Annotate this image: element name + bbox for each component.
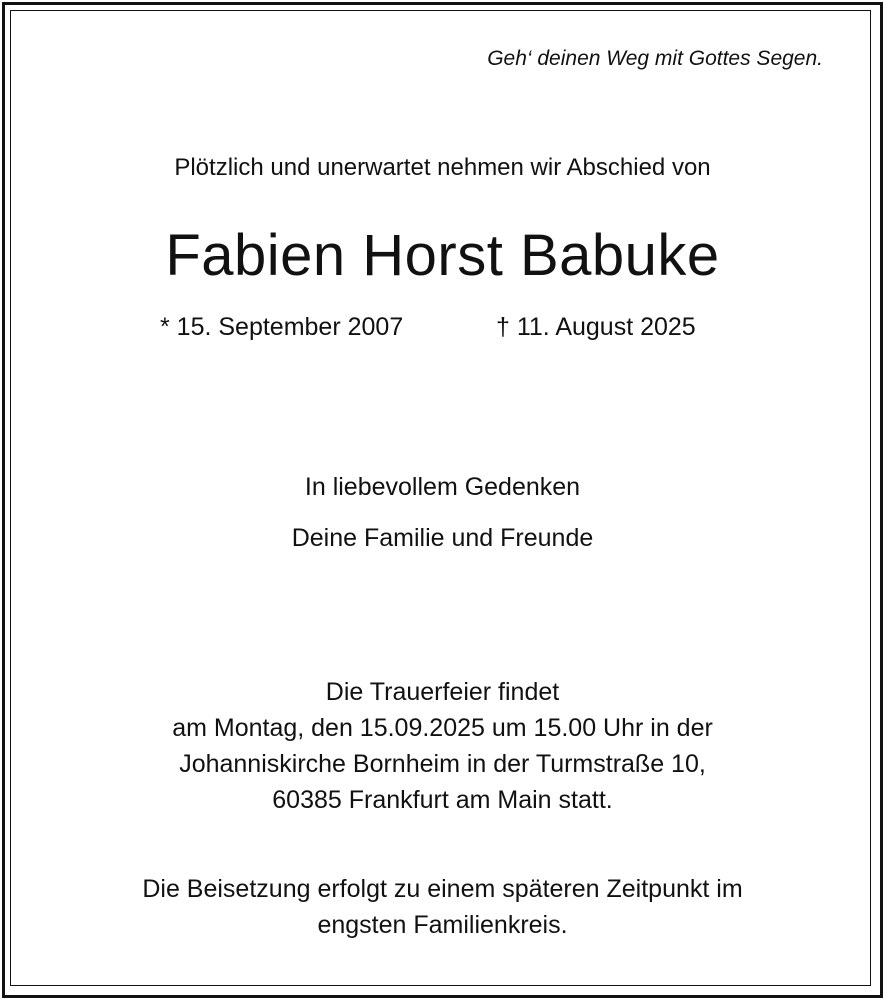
memorial-line: In liebevollem Gedenken — [304, 473, 581, 501]
signatories: Deine Familie und Freunde — [291, 524, 594, 552]
service-line: 60385 Frankfurt am Main statt. — [272, 786, 613, 814]
service-details — [0, 674, 885, 818]
burial-line: Die Beisetzung erfolgt zu einem späteren Zeitpunkt im — [142, 875, 743, 903]
deceased-name: Fabien Horst Babuke — [165, 223, 720, 288]
death-date: † 11. August 2025 — [496, 313, 696, 341]
service-line: Die Trauerfeier findet — [325, 678, 560, 706]
service-line: Johanniskirche Bornheim in der Turmstraße 10, — [179, 750, 706, 778]
motto: Geh‘ deinen Weg mit Gottes Segen. — [487, 47, 823, 70]
service-line: am Montag, den 15.09.2025 um 15.00 Uhr in der — [172, 714, 713, 742]
burial-details — [0, 871, 885, 943]
intro-line: Plötzlich und unerwartet nehmen wir Abschied von — [174, 154, 711, 181]
birth-date: * 15. September 2007 — [160, 313, 404, 341]
burial-line: engsten Familienkreis. — [317, 911, 568, 939]
